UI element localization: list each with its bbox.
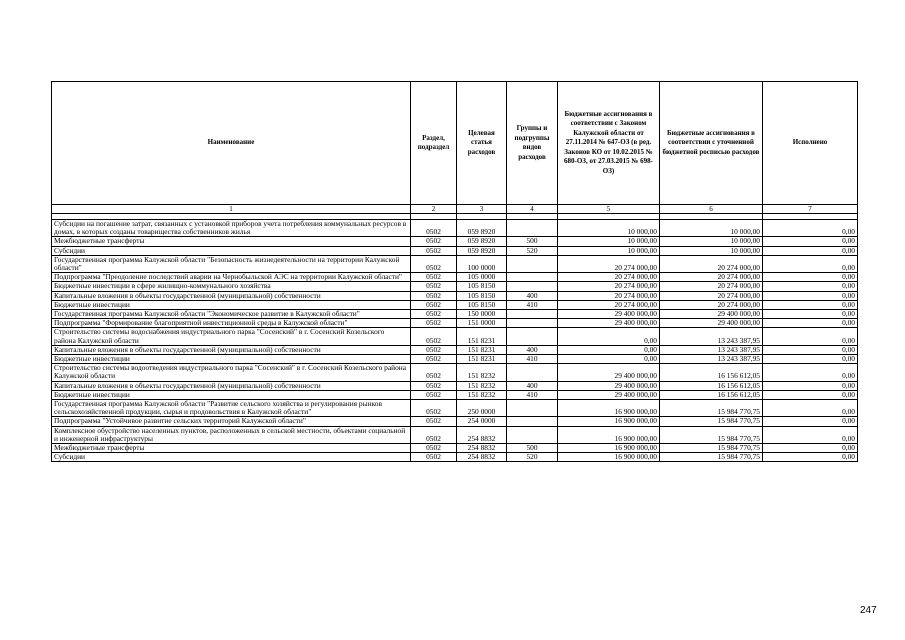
cell-name: Субсидии [52,453,411,462]
column-number: 1 [52,205,411,214]
cell-group [507,426,558,443]
cell-target: 150 0000 [457,310,507,319]
cell-law-allocation: 0,00 [558,355,660,364]
cell-executed: 0,00 [763,246,858,255]
budget-table [51,81,858,462]
cell-group: 410 [507,300,558,309]
cell-refined-allocation: 20 274 000,00 [660,291,763,300]
cell-name: Капитальные вложения в объекты государственной (муниципальной) собственности [52,291,411,300]
cell-law-allocation: 29 400 000,00 [558,364,660,381]
cell-section: 0502 [411,255,457,272]
header-executed: Исполнено [763,82,858,205]
cell-group [507,282,558,291]
cell-section: 0502 [411,390,457,399]
column-number: 2 [411,205,457,214]
cell-law-allocation: 20 274 000,00 [558,255,660,272]
cell-law-allocation: 10 000,00 [558,220,660,237]
cell-refined-allocation: 15 984 770,75 [660,453,763,462]
cell-group [507,400,558,417]
cell-target: 059 8920 [457,237,507,246]
cell-group: 410 [507,390,558,399]
table-header-row [52,82,858,205]
page-number: 247 [860,605,877,616]
table-row [52,291,858,300]
cell-section: 0502 [411,319,457,328]
cell-section: 0502 [411,246,457,255]
cell-target: 105 8150 [457,282,507,291]
cell-target: 151 8232 [457,364,507,381]
cell-law-allocation: 0,00 [558,345,660,354]
cell-section: 0502 [411,310,457,319]
cell-law-allocation: 29 400 000,00 [558,381,660,390]
cell-executed: 0,00 [763,282,858,291]
cell-name: Межбюджетные трансферты [52,237,411,246]
cell-refined-allocation: 13 243 387,95 [660,345,763,354]
cell-name: Межбюджетные трансферты [52,444,411,453]
cell-target: 254 0000 [457,417,507,426]
cell-target: 151 8231 [457,345,507,354]
cell-name: Строительство системы водоотведения индустриального парка "Сосенский" в г. Сосенский Козельского района Калужской области [52,364,411,381]
cell-name: Подпрограмма "Преодоление последствий аварии на Чернобыльской АЭС на территории Калужской области" [52,273,411,282]
cell-name: Государственная программа Калужской области "Экономическое развитие в Калужской области" [52,310,411,319]
cell-law-allocation: 16 900 000,00 [558,426,660,443]
cell-section: 0502 [411,355,457,364]
column-number: 7 [763,205,858,214]
cell-refined-allocation: 10 000,00 [660,237,763,246]
cell-refined-allocation: 16 156 612,05 [660,390,763,399]
cell-name: Строительство системы водоснабжения индустриального парка "Сосенский" в г. Сосенский Козельского района Калужской области [52,328,411,345]
cell-target: 105 8150 [457,291,507,300]
cell-section: 0502 [411,381,457,390]
cell-executed: 0,00 [763,345,858,354]
cell-executed: 0,00 [763,364,858,381]
table-row [52,364,858,381]
table-body [52,214,858,462]
cell-executed: 0,00 [763,453,858,462]
cell-group [507,328,558,345]
cell-group [507,364,558,381]
table-row [52,345,858,354]
cell-group [507,310,558,319]
column-number-row [52,205,858,214]
table-row [52,237,858,246]
cell-law-allocation: 10 000,00 [558,246,660,255]
cell-law-allocation: 29 400 000,00 [558,390,660,399]
cell-group [507,417,558,426]
column-number: 3 [457,205,507,214]
cell-executed: 0,00 [763,255,858,272]
cell-target: 059 8920 [457,246,507,255]
cell-target: 100 0000 [457,255,507,272]
cell-section: 0502 [411,453,457,462]
cell-executed: 0,00 [763,381,858,390]
cell-refined-allocation: 20 274 000,00 [660,282,763,291]
cell-refined-allocation: 10 000,00 [660,246,763,255]
header-target: Целевая статья расходов [457,82,507,205]
cell-group: 520 [507,246,558,255]
cell-name: Подпрограмма "Формирование благоприятной инвестиционной среды в Калужской области" [52,319,411,328]
cell-name: Субсидии [52,246,411,255]
cell-law-allocation: 16 900 000,00 [558,444,660,453]
cell-group: 400 [507,291,558,300]
cell-section: 0502 [411,417,457,426]
cell-group: 500 [507,237,558,246]
cell-refined-allocation: 13 243 387,95 [660,328,763,345]
cell-target: 250 0000 [457,400,507,417]
cell-group [507,220,558,237]
cell-name: Капитальные вложения в объекты государственной (муниципальной) собственности [52,345,411,354]
cell-refined-allocation: 15 984 770,75 [660,444,763,453]
cell-refined-allocation: 15 984 770,75 [660,400,763,417]
cell-law-allocation: 0,00 [558,328,660,345]
cell-group: 500 [507,444,558,453]
table-row [52,381,858,390]
column-number: 5 [558,205,660,214]
cell-executed: 0,00 [763,444,858,453]
cell-refined-allocation: 20 274 000,00 [660,300,763,309]
cell-name: Капитальные вложения в объекты государственной (муниципальной) собственности [52,381,411,390]
table-row [52,328,858,345]
table-row [52,444,858,453]
header-groups: Группы и подгруппы видов расходов [507,82,558,205]
cell-target: 059 8920 [457,220,507,237]
column-number: 4 [507,205,558,214]
cell-refined-allocation: 20 274 000,00 [660,255,763,272]
cell-section: 0502 [411,282,457,291]
cell-section: 0502 [411,328,457,345]
cell-executed: 0,00 [763,310,858,319]
header-name: Наименование [52,82,411,205]
cell-name: Подпрограмма "Устойчивое развитие сельских территорий Калужской области" [52,417,411,426]
cell-target: 151 8232 [457,381,507,390]
cell-section: 0502 [411,444,457,453]
cell-law-allocation: 16 900 000,00 [558,400,660,417]
cell-law-allocation: 20 274 000,00 [558,291,660,300]
cell-refined-allocation: 29 400 000,00 [660,319,763,328]
cell-section: 0502 [411,300,457,309]
table-row [52,426,858,443]
cell-executed: 0,00 [763,400,858,417]
cell-name: Субсидии на погашение затрат, связанных с установкой приборов учета потребления коммунальных ресурсов в домах, в которых созданы товарищества собственников жилья [52,220,411,237]
cell-group [507,255,558,272]
header-section: Раздел, подраздел [411,82,457,205]
cell-refined-allocation: 15 984 770,75 [660,417,763,426]
cell-group: 520 [507,453,558,462]
cell-law-allocation: 20 274 000,00 [558,300,660,309]
table-row [52,355,858,364]
cell-section: 0502 [411,273,457,282]
cell-executed: 0,00 [763,300,858,309]
cell-law-allocation: 16 900 000,00 [558,453,660,462]
cell-law-allocation: 10 000,00 [558,237,660,246]
cell-target: 151 8231 [457,355,507,364]
column-number: 6 [660,205,763,214]
table-row [52,255,858,272]
cell-section: 0502 [411,400,457,417]
cell-section: 0502 [411,220,457,237]
table-row [52,246,858,255]
cell-law-allocation: 29 400 000,00 [558,310,660,319]
table-row [52,220,858,237]
cell-target: 151 0000 [457,319,507,328]
cell-refined-allocation: 10 000,00 [660,220,763,237]
cell-refined-allocation: 29 400 000,00 [660,310,763,319]
cell-name: Государственная программа Калужской области "Безопасность жизнедеятельности на территории Калужской области" [52,255,411,272]
cell-executed: 0,00 [763,237,858,246]
cell-refined-allocation: 20 274 000,00 [660,273,763,282]
cell-executed: 0,00 [763,319,858,328]
cell-name: Государственная программа Калужской области "Развитие сельского хозяйства и регулирования рынков сельскохозяйственной продукции, сырья и продовольствия в Калужской области" [52,400,411,417]
cell-section: 0502 [411,426,457,443]
cell-law-allocation: 16 900 000,00 [558,417,660,426]
cell-law-allocation: 20 274 000,00 [558,273,660,282]
table-row [52,282,858,291]
cell-refined-allocation: 13 243 387,95 [660,355,763,364]
cell-executed: 0,00 [763,273,858,282]
header-refined-allocation: Бюджетные ассигнования в соответствии с уточненной бюджетной росписью расходов [660,82,763,205]
cell-name: Бюджетные инвестиции в сфере жилищно-коммунального хозяйства [52,282,411,291]
cell-target: 105 8150 [457,300,507,309]
cell-law-allocation: 20 274 000,00 [558,282,660,291]
cell-section: 0502 [411,291,457,300]
cell-section: 0502 [411,345,457,354]
cell-target: 254 8832 [457,426,507,443]
cell-target: 105 0000 [457,273,507,282]
cell-executed: 0,00 [763,417,858,426]
cell-refined-allocation: 16 156 612,05 [660,381,763,390]
cell-executed: 0,00 [763,291,858,300]
cell-target: 151 8232 [457,390,507,399]
table-row [52,417,858,426]
cell-name: Бюджетные инвестиции [52,355,411,364]
cell-name: Комплексное обустройство населенных пунктов, расположенных в сельской местности, объектами социальной и инженерной инфраструктуры [52,426,411,443]
cell-target: 254 8832 [457,444,507,453]
cell-group: 400 [507,381,558,390]
table-row [52,300,858,309]
cell-executed: 0,00 [763,390,858,399]
cell-executed: 0,00 [763,426,858,443]
cell-section: 0502 [411,364,457,381]
cell-law-allocation: 29 400 000,00 [558,319,660,328]
cell-executed: 0,00 [763,355,858,364]
cell-group: 410 [507,355,558,364]
cell-section: 0502 [411,237,457,246]
table-row [52,390,858,399]
cell-group: 400 [507,345,558,354]
cell-group [507,319,558,328]
cell-refined-allocation: 16 156 612,05 [660,364,763,381]
header-law-allocation: Бюджетные ассигнования в соответствии с Законом Калужской области от 27.11.2014 № 647-ОЗ (в ред. Законов КО от 10.02.2015 № 680-ОЗ, от 27.03.2015 № 698-ОЗ) [558,82,660,205]
table-row [52,310,858,319]
table-row [52,400,858,417]
cell-target: 254 8832 [457,453,507,462]
table-row [52,319,858,328]
table-row [52,273,858,282]
cell-refined-allocation: 15 984 770,75 [660,426,763,443]
cell-group [507,273,558,282]
cell-target: 151 8231 [457,328,507,345]
cell-executed: 0,00 [763,220,858,237]
cell-executed: 0,00 [763,328,858,345]
cell-name: Бюджетные инвестиции [52,390,411,399]
cell-name: Бюджетные инвестиции [52,300,411,309]
table-row [52,453,858,462]
